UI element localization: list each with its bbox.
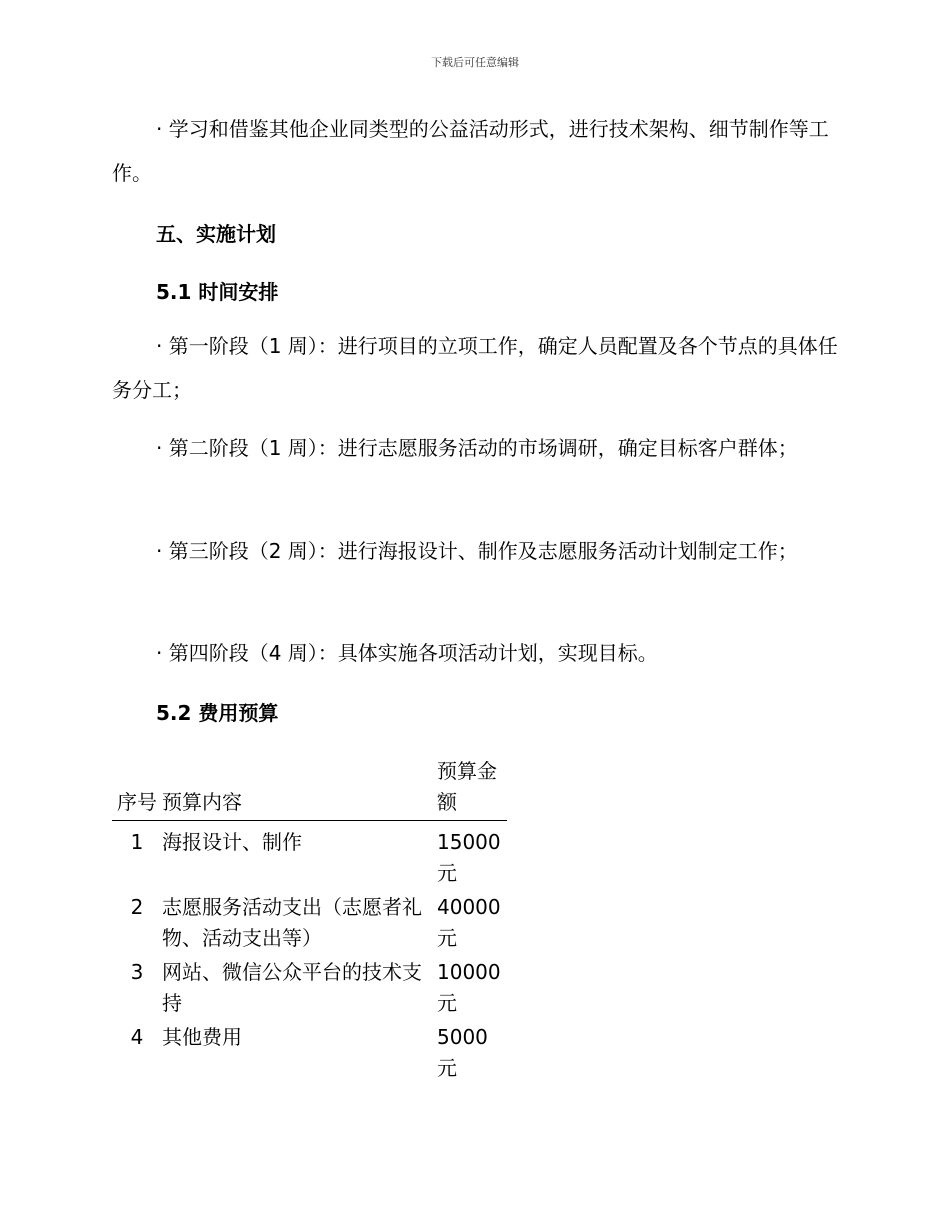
table-row [112,957,507,1022]
table-row [112,821,507,893]
row-content: 网站、微信公众平台的技术支持 [162,960,422,1015]
row-amount: 10000 元 [437,960,501,1015]
row-number: 2 [130,895,144,919]
section-heading-implementation-plan: 五、实施计划 [156,222,276,246]
table-row [112,892,507,957]
row-content: 海报设计、制作 [162,830,302,854]
stage-2-item: · 第二阶段（1 周）：进行志愿服务活动的市场调研，确定目标客户群体； [156,436,798,460]
stage-1-item: · 第一阶段（1 周）：进行项目的立项工作，确定人员配置及各个节点的具体任务分工； [112,334,838,402]
page-header: 下载后可任意编辑 [431,56,519,69]
paragraph-learning: · 学习和借鉴其他企业同类型的公益活动形式，进行技术架构、细节制作等工作。 [112,117,829,185]
subsection-heading-schedule: 5.1 时间安排 [156,280,279,304]
row-number: 4 [130,1025,144,1049]
column-header-content: 预算内容 [162,756,437,821]
stage-4-item: · 第四阶段（4 周）：具体实施各项活动计划，实现目标。 [156,641,658,665]
row-amount: 40000 元 [437,895,501,950]
budget-table [112,756,507,1087]
table-row [112,1022,507,1087]
row-content: 志愿服务活动支出（志愿者礼物、活动支出等） [162,895,422,950]
table-header-row [112,756,507,821]
column-header-number: 序号 [112,756,162,821]
row-content: 其他费用 [162,1025,242,1049]
row-number: 1 [130,830,144,854]
column-header-amount: 预算金额 [437,756,507,821]
row-number: 3 [130,960,144,984]
row-amount: 5000 元 [437,1025,488,1080]
row-amount: 15000 元 [437,830,501,885]
stage-3-item: · 第三阶段（2 周）：进行海报设计、制作及志愿服务活动计划制定工作； [156,539,798,563]
subsection-heading-budget: 5.2 费用预算 [156,701,279,725]
